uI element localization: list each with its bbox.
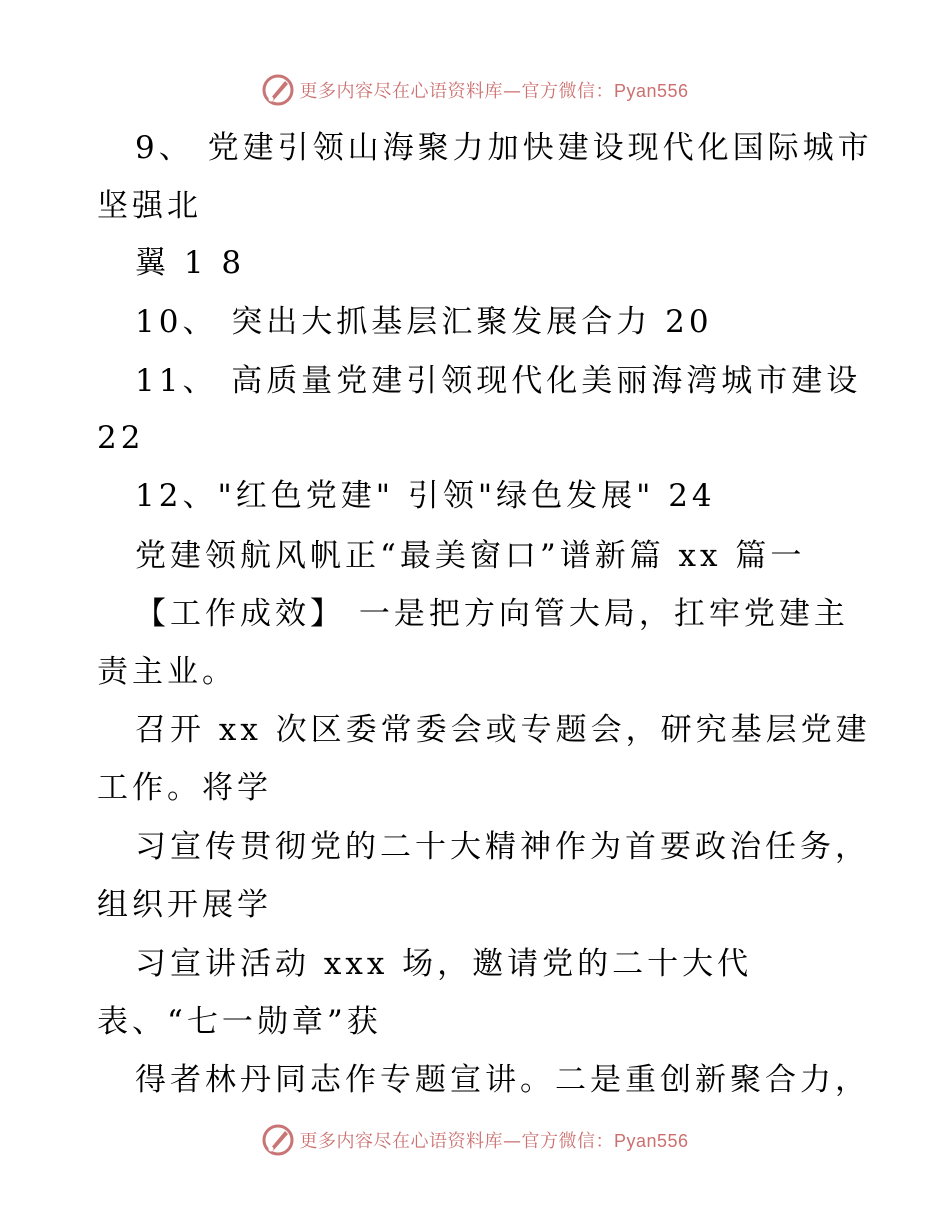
text-line: 11、 高质量党建引领现代化美丽海湾城市建设 (135, 363, 862, 399)
text-line: 组织开展学 (97, 887, 272, 923)
text-line: 工作。将学 (97, 770, 272, 806)
watermark-site: 更多内容尽在心语资料库 (299, 1131, 503, 1152)
text-line: 9、 党建引领山海聚力加快建设现代化国际城市 (135, 130, 873, 166)
text-line: 10、 突出大抓基层汇聚发展合力 20 (135, 304, 713, 340)
text-line: 22 (97, 420, 145, 456)
watermark-separator: — (502, 81, 522, 102)
text-line: 党建领航风帆正“最美窗口”谱新篇 xx 篇一 (135, 538, 806, 574)
watermark-label: 官方微信： (521, 81, 614, 102)
text-line: 召开 xx 次区委常委会或专题会，研究基层党建 (135, 712, 871, 748)
watermark-text (299, 77, 688, 103)
text-line: 习宣传贯彻党的二十大精神作为首要政治任务， (135, 829, 870, 865)
watermark-text (299, 1127, 688, 1153)
text-line: 翼 1 8 (135, 245, 246, 281)
text-line: 责主业。 (97, 654, 237, 690)
text-line: 12、"红色党建" 引领"绿色发展" 24 (135, 478, 716, 514)
text-line: 习宣讲活动 xxx 场，邀请党的二十大代 (135, 946, 753, 982)
watermark-id: Pyan556 (613, 81, 689, 101)
watermark-label: 官方微信： (521, 1131, 614, 1152)
pen-logo-icon (261, 73, 295, 107)
watermark-site: 更多内容尽在心语资料库 (299, 81, 503, 102)
text-line: 坚强北 (97, 188, 202, 224)
watermark-id: Pyan556 (613, 1131, 689, 1151)
watermark-separator: — (502, 1131, 522, 1152)
text-line: 得者林丹同志作专题宣讲。二是重创新聚合力， (135, 1062, 870, 1098)
pen-logo-icon (261, 1123, 295, 1157)
text-line: 表、“七一勋章”获 (97, 1004, 382, 1040)
header-watermark (0, 70, 950, 110)
text-line: 【工作成效】 一是把方向管大局，扛牢党建主 (135, 596, 849, 632)
footer-watermark (0, 1120, 950, 1160)
